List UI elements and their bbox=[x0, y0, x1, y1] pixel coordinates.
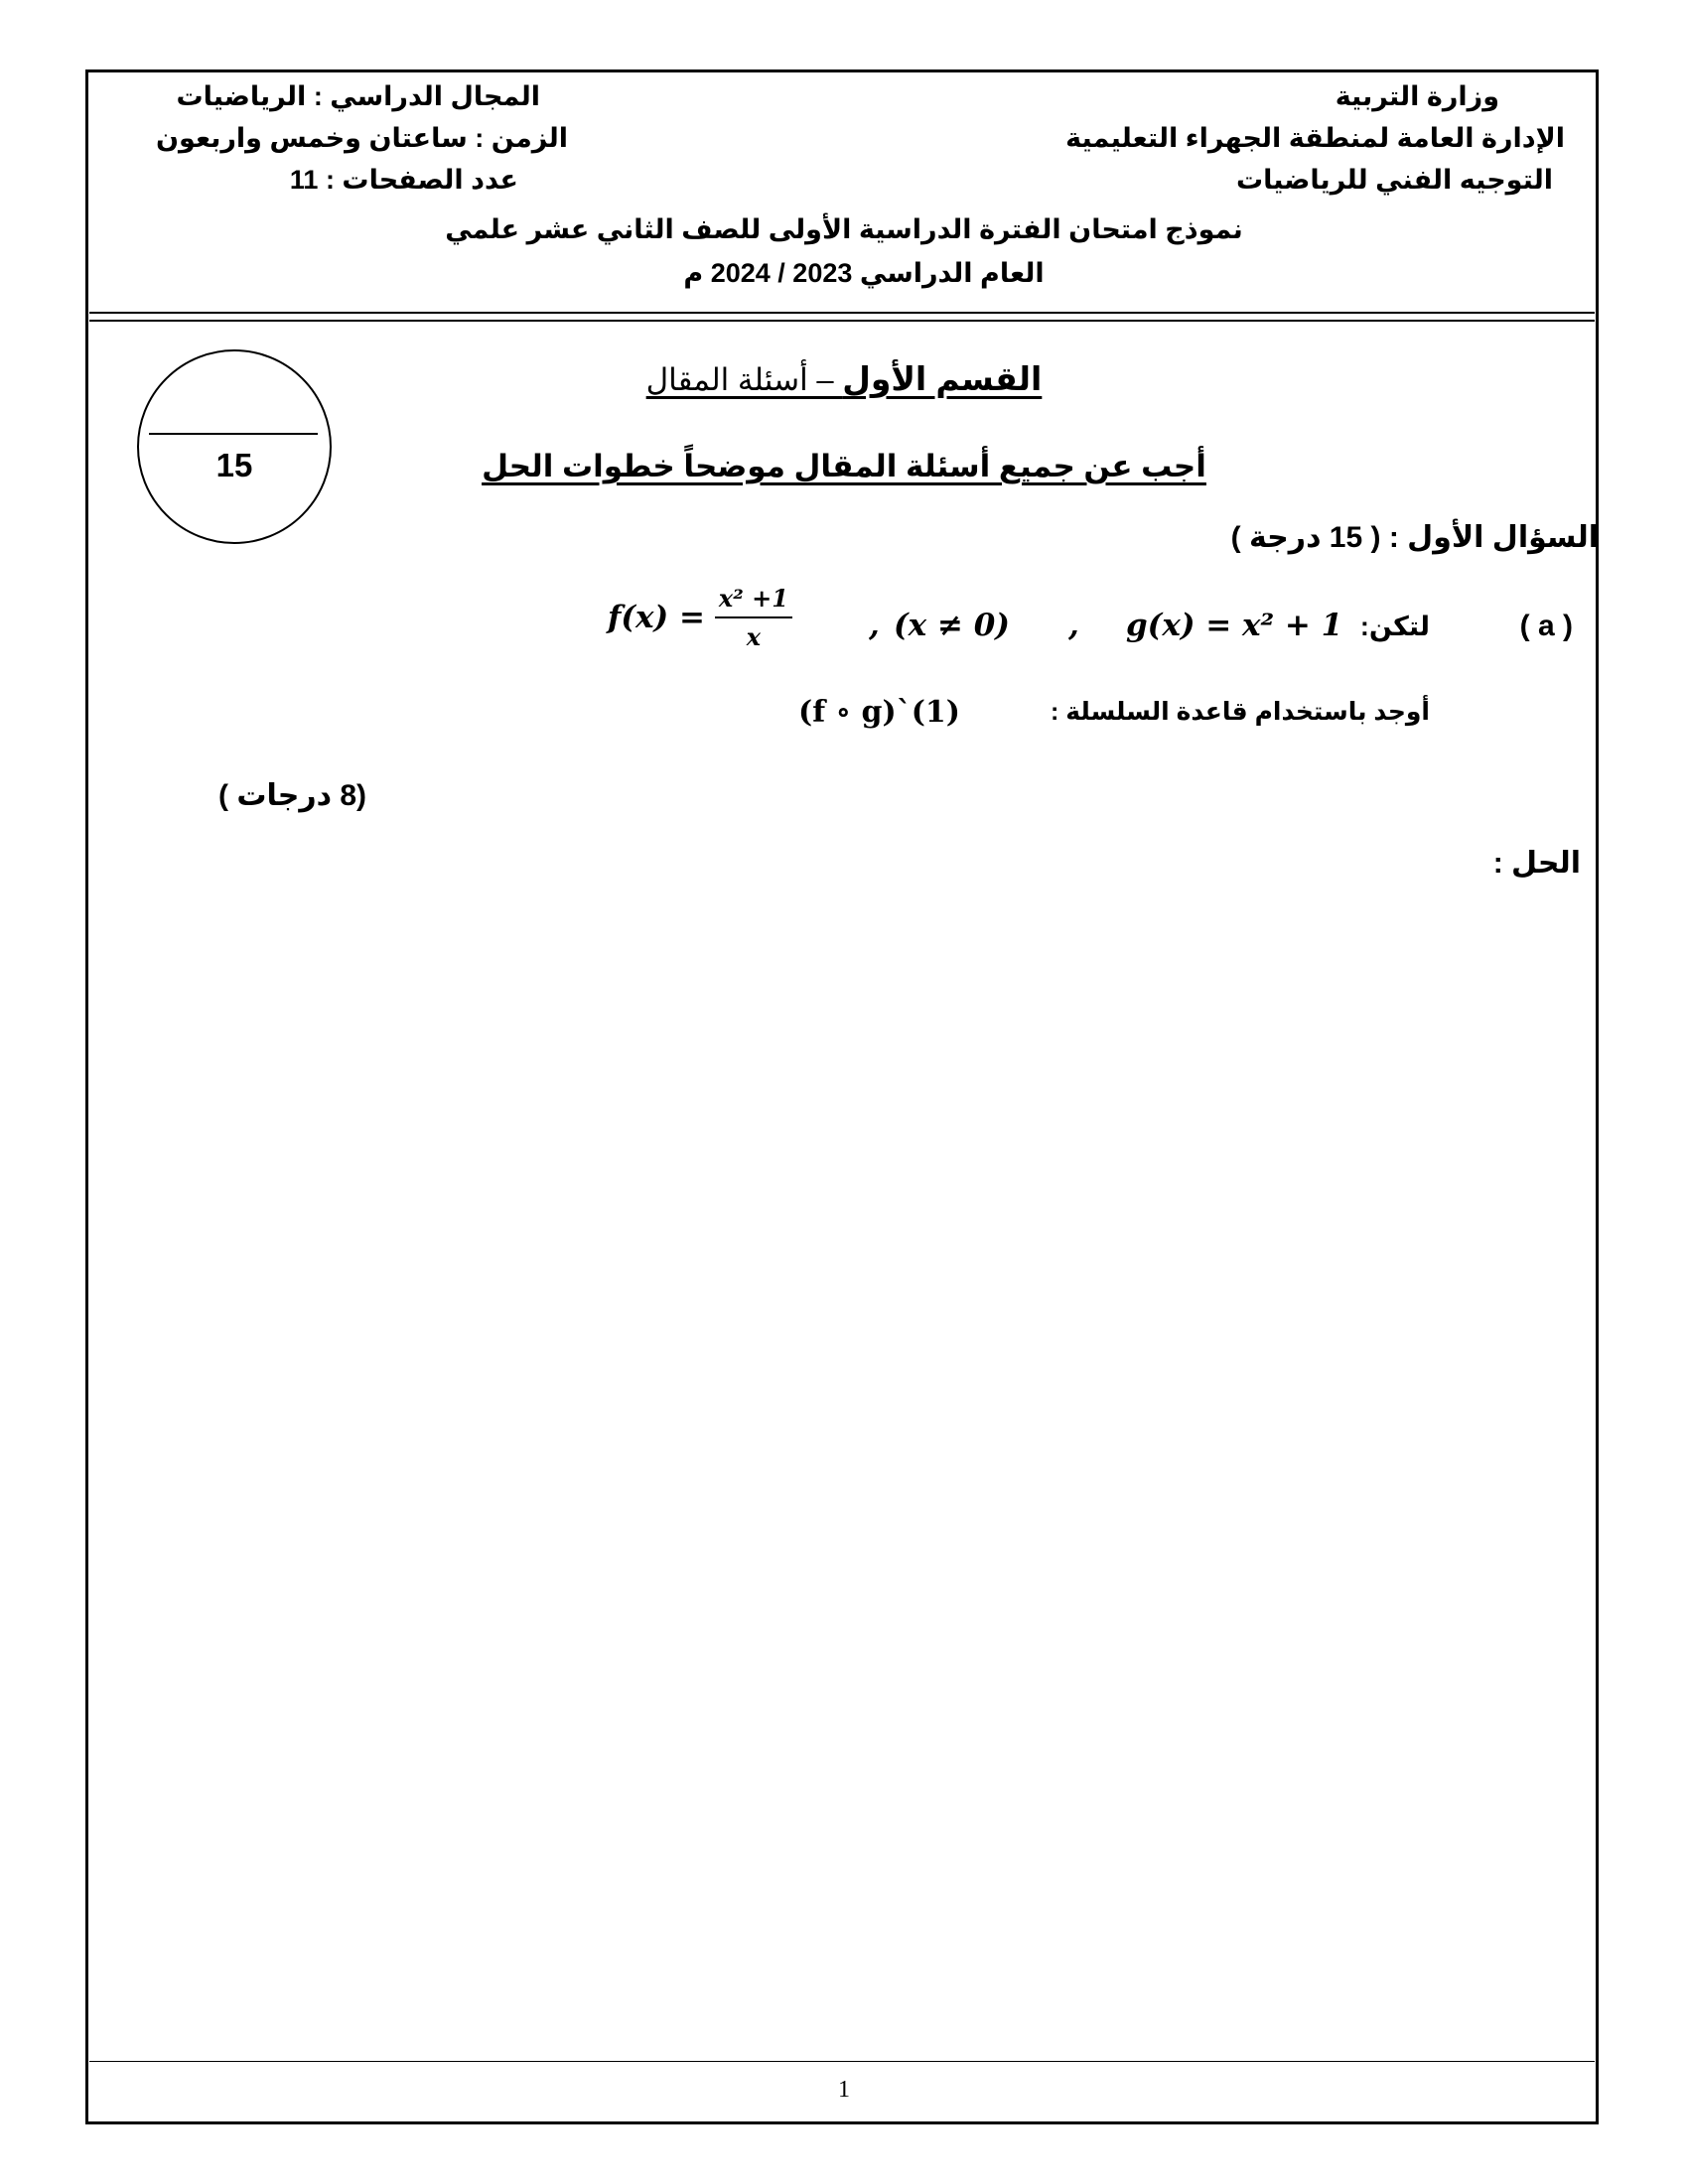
header-divider-top bbox=[89, 312, 1595, 314]
ministry-name: وزارة التربية bbox=[1335, 81, 1499, 111]
section-title-rest: – أسئلة المقال bbox=[645, 362, 843, 397]
directorate-name: الإدارة العامة لمنطقة الجهراء التعليمية bbox=[1065, 123, 1565, 153]
supervision-name: التوجيه الفني للرياضيات bbox=[1236, 165, 1553, 195]
question-heading: السؤال الأول : ( 15 درجة ) bbox=[1230, 521, 1599, 554]
f-definition bbox=[608, 584, 792, 651]
f-lhs: f(x) = bbox=[608, 600, 705, 635]
exam-duration: الزمن : ساعتان وخمس واربعون bbox=[156, 123, 568, 153]
section-title bbox=[496, 359, 1192, 398]
section-title-bold: القسم الأول bbox=[842, 360, 1043, 397]
footer-divider bbox=[89, 2061, 1595, 2062]
solution-label: الحل : bbox=[1492, 847, 1581, 880]
f-numerator: x² +1 bbox=[715, 584, 792, 618]
section-instruction: أجب عن جميع أسئلة المقال موضحاً خطوات الحل bbox=[482, 449, 1206, 483]
subject-field: المجال الدراسي : الرياضيات bbox=[176, 81, 540, 111]
pages-count: عدد الصفحات : 11 bbox=[289, 165, 518, 195]
exam-title: نموذج امتحان الفترة الدراسية الأولى للصف الثاني عشر علمي bbox=[445, 214, 1243, 244]
g-definition: g(x) = x² + 1 bbox=[1126, 608, 1343, 643]
task-expression: (f ∘ g)`(1) bbox=[798, 695, 960, 730]
f-fraction bbox=[715, 584, 792, 651]
given-intro: لتكن: bbox=[1359, 612, 1430, 641]
task-text: أوجد باستخدام قاعدة السلسلة : bbox=[1050, 698, 1430, 726]
f-denominator: x bbox=[746, 622, 762, 651]
solution-area[interactable] bbox=[99, 893, 1579, 2045]
comma-separator-1: , bbox=[869, 608, 880, 643]
header-divider-bottom bbox=[89, 320, 1595, 322]
part-marks: (8 درجات ) bbox=[218, 779, 367, 812]
domain-note: (x ≠ 0) bbox=[894, 608, 1010, 643]
academic-year: العام الدراسي 2023 / 2024 م bbox=[683, 258, 1045, 288]
part-label: ( a ) bbox=[1519, 610, 1573, 642]
comma-separator-2: , bbox=[1068, 608, 1079, 643]
score-line bbox=[149, 433, 318, 435]
page-number: 1 bbox=[838, 2077, 850, 2103]
score-total: 15 bbox=[215, 447, 253, 483]
